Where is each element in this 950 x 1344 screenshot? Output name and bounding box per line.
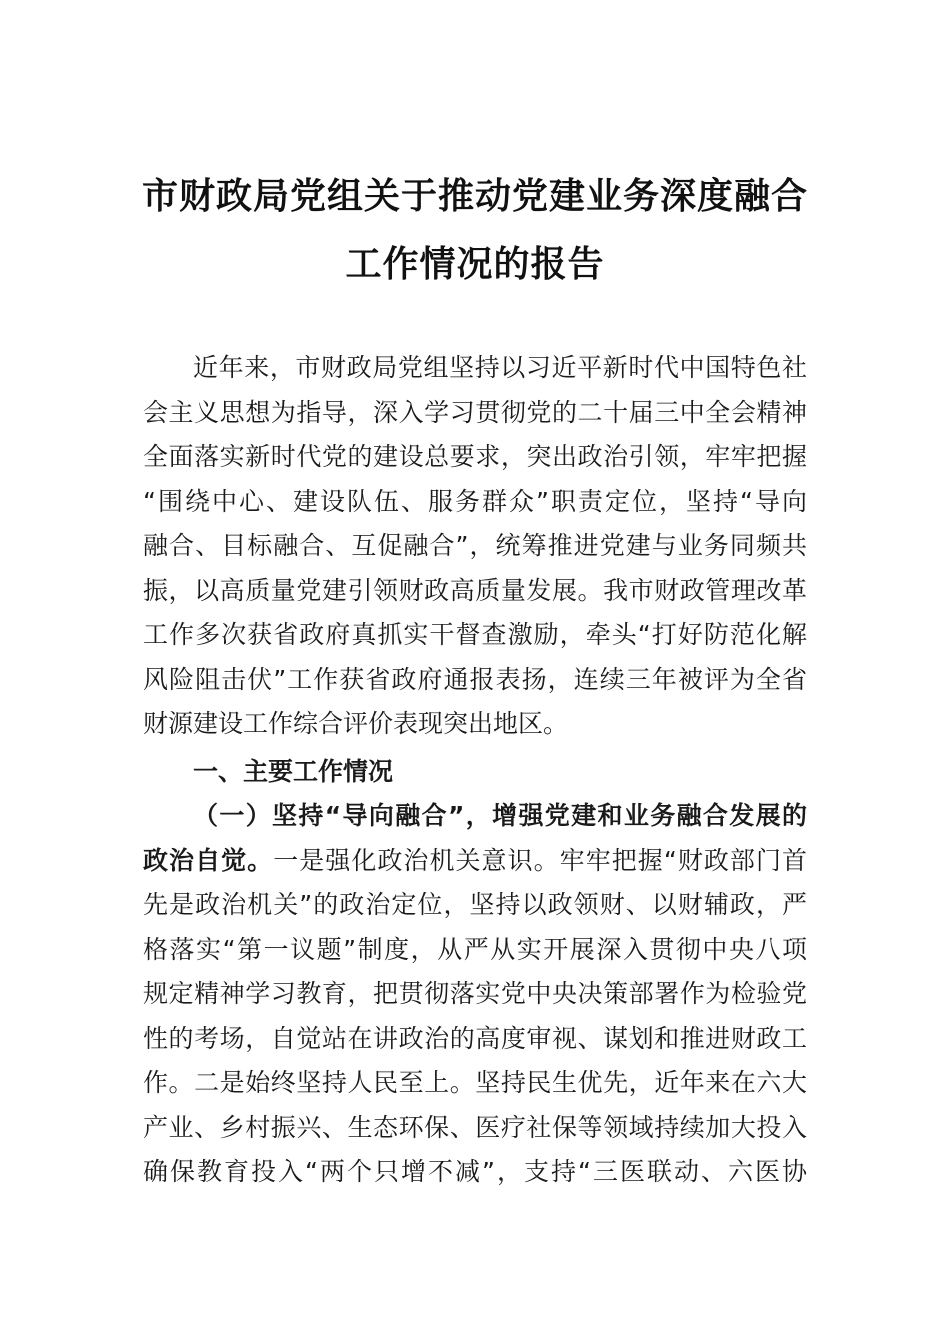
paragraph-line: 工作多次获省政府真抓实干督查激励，牵头“打好防范化解	[143, 620, 807, 649]
section-heading-block	[143, 750, 807, 795]
paragraph-line: 财源建设工作综合评价表现突出地区。	[143, 709, 569, 738]
paragraph-line: 先是政治机关”的政治定位，坚持以政领财、以财辅政，严	[143, 890, 807, 919]
paragraph-line: 振，以高质量党建引领财政高质量发展。我市财政管理改革	[143, 575, 807, 605]
paragraph-line: 性的考场，自觉站在讲政治的高度审视、谋划和推进财政工	[143, 1023, 807, 1053]
document-title-line-2: 工作情况的报告	[345, 243, 605, 285]
document-title-line-1: 市财政局党组关于推动党建业务深度融合	[141, 175, 808, 217]
paragraph-line: 近年来，市财政局党组坚持以习近平新时代中国特色社	[193, 353, 807, 382]
paragraph-line: 确保教育投入“两个只增不减”，支持“三医联动、六医协	[143, 1157, 807, 1186]
subsection-heading-line: （一）坚持“导向融合”，增强党建和业务融合发展的	[193, 801, 807, 830]
paragraph-line: 风险阻击伏”工作获省政府通报表扬，连续三年被评为全省	[143, 664, 807, 694]
subsection-paragraph	[143, 794, 807, 1195]
paragraph-line: 格落实“第一议题”制度，从严从实开展深入贯彻中央八项	[143, 934, 807, 964]
paragraph-line: 融合、目标融合、互促融合”，统筹推进党建与业务同频共	[143, 531, 807, 560]
subsection-heading-end: 政治自觉。	[143, 845, 274, 875]
paragraph-line: 全面落实新时代党的建设总要求，突出政治引领，牢牢把握	[143, 442, 807, 471]
paragraph-line: “围绕中心、建设队伍、服务群众”职责定位，坚持“导向	[143, 486, 807, 516]
paragraph-line	[143, 839, 807, 884]
paragraph-line: 作。二是始终坚持人民至上。坚持民生优先，近年来在六大	[143, 1068, 807, 1097]
paragraph-line: 会主义思想为指导，深入学习贯彻党的二十届三中全会精神	[143, 397, 807, 427]
section-heading: 一、主要工作情况	[193, 757, 394, 786]
paragraph-line-rest: 一是强化政治机关意识。牢牢把握“财政部门首	[273, 845, 807, 875]
paragraph-line: 规定精神学习教育，把贯彻落实党中央决策部署作为检验党	[143, 979, 807, 1008]
paragraph-line: 产业、乡村振兴、生态环保、医疗社保等领域持续加大投入	[143, 1112, 807, 1142]
intro-paragraph	[143, 346, 807, 747]
